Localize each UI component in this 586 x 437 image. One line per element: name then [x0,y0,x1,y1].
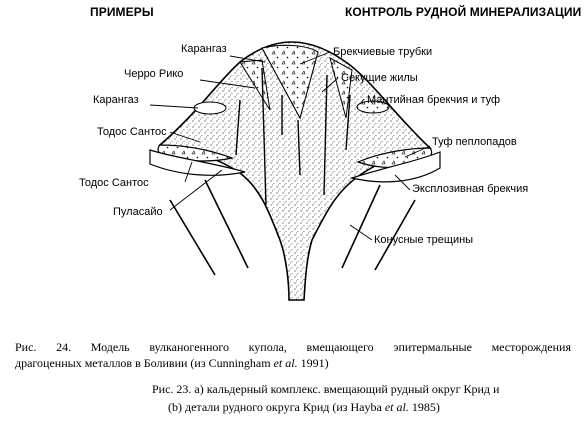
caption24-word: вмещающего [306,340,374,354]
figure23-caption-line2 [168,400,440,414]
caption24-etal: et al. [273,356,298,370]
label-cone-cracks: Конусные трещины [374,234,474,246]
label-mantle-breccia: Мантийная брекчия и туф [367,94,501,106]
figure24-caption-line1 [15,340,571,354]
caption24-word: Модель [90,340,130,354]
header-examples: ПРИМЕРЫ [90,5,154,19]
caption24-word: 24. [56,340,72,354]
figure24-caption-line2 [15,356,329,370]
label-karangaz-left: Карангаз [93,94,139,106]
karangaz-pod [194,102,226,114]
label-cherro-riko: Черро Рико [124,68,184,80]
label-tuff: Туф пеплопадов [432,136,517,148]
caption23-year: 1985) [408,400,440,414]
label-pulasayo: Пуласайо [113,206,163,218]
label-cutting-veins: Секущие жилы [341,72,418,84]
caption23-text: (b) детали рудного округа Крид (из Hayba [168,400,385,414]
label-explosive-breccia: Эксплозивная брекчия [412,183,529,195]
caption24-word: эпитермальные [393,340,472,354]
header-ore-control: КОНТРОЛЬ РУДНОЙ МИНЕРАЛИЗАЦИИ [345,5,582,19]
figure23-caption-line1: Рис. 23. а) кальдерный комплекс. вмещающий рудный округ Крид и [152,382,500,396]
label-todos-santos-2: Тодос Сантос [79,177,149,189]
label-karangaz-top: Карангаз [181,43,227,55]
caption24-word: вулканогенного [149,340,229,354]
caption24-word: месторождения [491,340,571,354]
caption24-text: драгоценных металлов в Боливии (из Cunningham [15,356,274,370]
caption24-year: 1991) [297,356,329,370]
caption24-word: купола, [248,340,287,354]
caption24-word: Рис. [15,340,37,354]
label-breccia-tubes: Брекчиевые трубки [333,46,433,58]
caption23-etal: et al. [384,400,409,414]
label-todos-santos-1: Тодос Сантос [97,126,167,138]
